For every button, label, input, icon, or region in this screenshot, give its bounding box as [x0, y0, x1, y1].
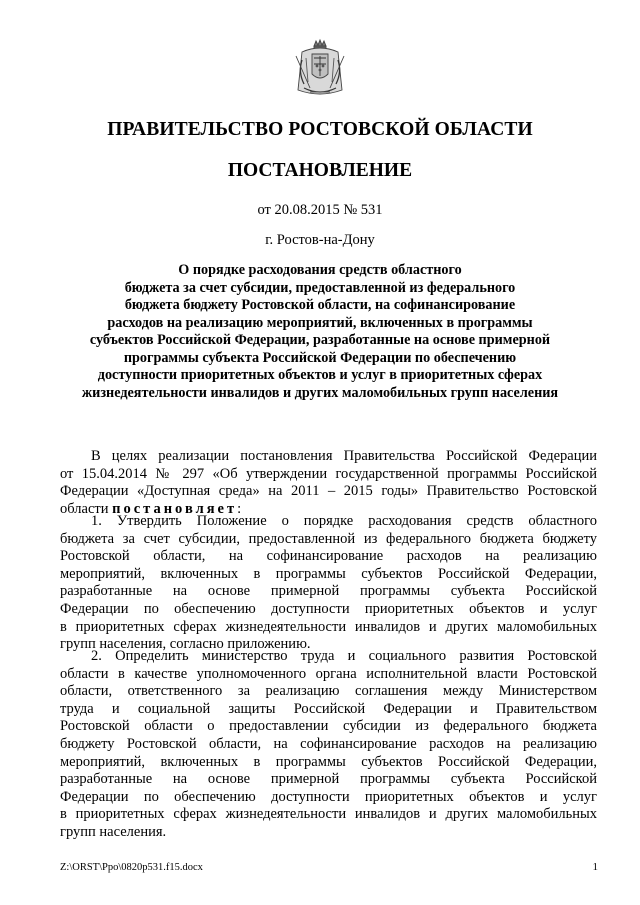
item-1-line: Федерации по обеспечению доступности приоритетных объектов и услуг [60, 600, 597, 617]
item-1-line: бюджета за счет субсидии, предоставленной из федерального бюджета бюджету [60, 530, 597, 547]
item-2-line: Ростовской области о предоставлении субсидии из федерального бюджета [60, 718, 597, 735]
coat-of-arms-icon [290, 38, 350, 102]
document-date-number: от 20.08.2015 № 531 [257, 202, 383, 218]
preamble-line: от 15.04.2014 № 297 «Об утверждении государственной программы Российской [60, 465, 597, 482]
government-title: ПРАВИТЕЛЬСТВО РОСТОВСКОЙ ОБЛАСТИ [107, 119, 533, 140]
item-1-line: Ростовской области, на софинансирование расходов на реализацию [60, 548, 597, 565]
item-1-paragraph [60, 513, 597, 654]
item-2-line: труда и социальной защиты Российской Федерации и Правительством [60, 700, 597, 717]
subject-line: бюджета бюджету Ростовской области, на софинансирование [124, 297, 516, 313]
item-2-line: области, ответственного за реализацию соглашения между Министерством [60, 683, 597, 700]
footer-file-path: Z:\ORST\Ppo\0820p531.f15.docx [60, 862, 203, 873]
subject-line: бюджета за счет субсидии, предоставленной из федерального [124, 279, 516, 296]
document-subject [60, 262, 580, 402]
document-city: г. Ростов-на-Дону [265, 232, 375, 248]
subject-line: программы субъекта Российской Федерации по обеспечению [123, 349, 517, 366]
item-2-line: мероприятий, включенных в программы субъектов Российской Федерации, [60, 753, 597, 770]
item-2-line: разработанные на основе примерной программы субъекта Российской [60, 771, 597, 788]
item-2-line: Федерации по обеспечению доступности приоритетных объектов и услуг [60, 788, 597, 805]
item-2-line: 2. Определить министерство труда и социального развития Ростовской [91, 648, 597, 664]
preamble-line: Федерации «Доступная среда» на 2011 – 2015 годы» Правительство Ростовской [60, 483, 597, 500]
item-2-line: групп населения. [60, 823, 167, 840]
item-1-line: 1. Утвердить Положение о порядке расходования средств областного [91, 513, 597, 529]
subject-line: О порядке расходования средств областного [178, 262, 462, 278]
item-2-line: области в качестве уполномоченного органа исполнительной власти Ростовской [60, 665, 597, 682]
item-1-line: групп населения, согласно приложению. [60, 636, 311, 653]
preamble-last-line-start: области [60, 500, 113, 517]
preamble-colon: : [237, 500, 242, 517]
preamble-paragraph [60, 448, 597, 518]
item-2-line: в приоритетных сферах жизнедеятельности инвалидов и других маломобильных [60, 806, 597, 823]
item-1-line: разработанные на основе примерной программы субъекта Российской [60, 583, 597, 600]
decree-word: постановляет [112, 500, 238, 517]
subject-line: жизнедеятельности инвалидов и других маломобильных групп населения [81, 384, 559, 401]
document-type: ПОСТАНОВЛЕНИЕ [227, 160, 413, 181]
item-2-paragraph [60, 648, 597, 842]
subject-line: субъектов Российской Федерации, разработанные на основе примерной [89, 332, 551, 348]
page-number: 1 [592, 861, 598, 873]
item-1-line: мероприятий, включенных в программы субъектов Российской Федерации, [60, 565, 597, 582]
item-1-line: в приоритетных сферах жизнедеятельности инвалидов и других маломобильных [60, 618, 597, 635]
preamble-line: В целях реализации постановления Правительства Российской Федерации [91, 448, 597, 464]
subject-line: расходов на реализацию мероприятий, включенных в программы [107, 314, 533, 331]
item-2-line: бюджету Ростовской области, на софинансирование расходов на реализацию [60, 735, 597, 752]
subject-line: доступности приоритетных объектов и услуг в приоритетных сферах [97, 367, 543, 383]
